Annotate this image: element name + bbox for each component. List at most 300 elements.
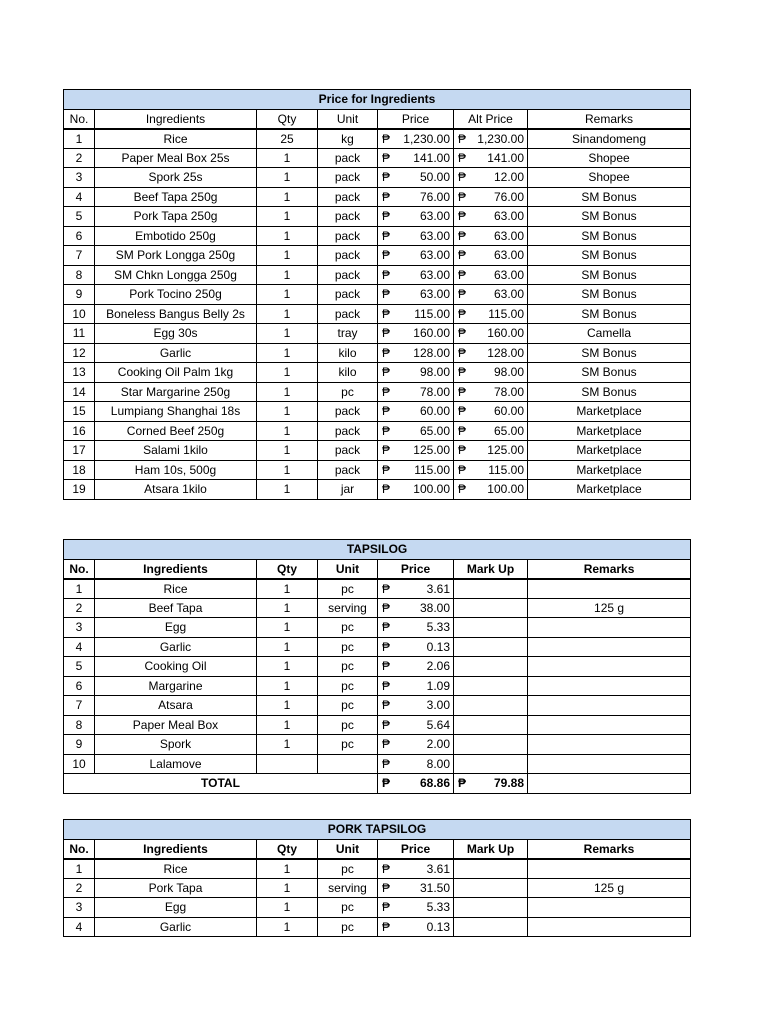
unit-cell: pc (318, 715, 378, 735)
ingredient-name-cell: Rice (95, 129, 257, 149)
price-cell (378, 226, 454, 246)
remarks-cell: Marketplace (528, 460, 691, 480)
peso-sign: ₱ (382, 131, 391, 146)
table-row (64, 859, 691, 879)
peso-sign: ₱ (458, 345, 467, 360)
amount: 115.00 (488, 462, 524, 477)
peso-sign: ₱ (382, 365, 391, 380)
ingredient-name-cell: Egg 30s (95, 324, 257, 344)
table-row (64, 246, 691, 266)
qty-cell: 1 (257, 735, 318, 755)
price-cell (378, 735, 454, 755)
amount: 63.00 (493, 287, 524, 302)
qty-cell: 1 (257, 363, 318, 383)
price-cell (454, 148, 528, 168)
alt-price-cell (454, 598, 528, 618)
peso-sign: ₱ (458, 482, 467, 497)
row-number-cell: 2 (64, 878, 95, 898)
alt-price-cell (454, 715, 528, 735)
qty-cell: 1 (257, 676, 318, 696)
qty-cell: 1 (257, 715, 318, 735)
price-cell (454, 207, 528, 227)
ingredient-name-cell: Margarine (95, 676, 257, 696)
amount: 65.00 (419, 423, 450, 438)
ingredients-price-table (63, 89, 691, 500)
ingredient-name-cell: SM Pork Longga 250g (95, 246, 257, 266)
column-header: Price (378, 559, 454, 579)
row-number-cell: 11 (64, 324, 95, 344)
price-cell (378, 754, 454, 774)
price-cell (378, 618, 454, 638)
qty-cell: 1 (257, 657, 318, 677)
remarks-cell (528, 579, 691, 599)
peso-sign: ₱ (458, 776, 467, 791)
peso-sign: ₱ (458, 228, 467, 243)
ingredient-name-cell: Ham 10s, 500g (95, 460, 257, 480)
unit-cell: pack (318, 265, 378, 285)
amount: 12.00 (493, 170, 524, 185)
remarks-cell: Camella (528, 324, 691, 344)
table-row (64, 421, 691, 441)
peso-sign: ₱ (382, 248, 391, 263)
remarks-cell (528, 715, 691, 735)
alt-price-cell (454, 878, 528, 898)
price-cell (378, 637, 454, 657)
price-cell (378, 304, 454, 324)
qty-cell: 1 (257, 324, 318, 344)
alt-price-cell (454, 618, 528, 638)
peso-sign: ₱ (382, 737, 391, 752)
ingredient-name-cell: Garlic (95, 917, 257, 937)
column-header: No. (64, 109, 95, 129)
remarks-cell (528, 696, 691, 716)
peso-sign: ₱ (382, 443, 391, 458)
ingredient-name-cell: Corned Beef 250g (95, 421, 257, 441)
qty-cell: 1 (257, 618, 318, 638)
qty-cell: 1 (257, 859, 318, 879)
price-cell (378, 363, 454, 383)
peso-sign: ₱ (382, 678, 391, 693)
amount: 5.64 (426, 717, 450, 732)
remarks-cell: Shopee (528, 168, 691, 188)
ingredient-name-cell: Paper Meal Box (95, 715, 257, 735)
qty-cell: 1 (257, 480, 318, 500)
peso-sign: ₱ (458, 404, 467, 419)
ingredient-name-cell: Spork (95, 735, 257, 755)
amount: 63.00 (419, 209, 450, 224)
row-number-cell: 5 (64, 207, 95, 227)
table-row (64, 324, 691, 344)
alt-price-cell (454, 696, 528, 716)
qty-cell: 1 (257, 168, 318, 188)
amount: 3.61 (426, 861, 450, 876)
peso-sign: ₱ (458, 287, 467, 302)
amount: 115.00 (488, 306, 524, 321)
amount: 76.00 (493, 189, 524, 204)
unit-cell: tray (318, 324, 378, 344)
row-number-cell: 3 (64, 168, 95, 188)
peso-sign: ₱ (458, 189, 467, 204)
unit-cell: pack (318, 187, 378, 207)
amount: 60.00 (419, 404, 450, 419)
ingredient-name-cell: Egg (95, 898, 257, 918)
unit-cell: pack (318, 148, 378, 168)
price-cell (454, 382, 528, 402)
amount: 1,230.00 (403, 131, 450, 146)
table-row (64, 579, 691, 599)
alt-price-cell (454, 676, 528, 696)
amount: 100.00 (487, 482, 524, 497)
price-cell (454, 460, 528, 480)
ingredient-name-cell: Beef Tapa (95, 598, 257, 618)
price-cell (378, 421, 454, 441)
qty-cell: 1 (257, 637, 318, 657)
remarks-cell: Shopee (528, 148, 691, 168)
column-header: Ingredients (95, 839, 257, 859)
amount: 78.00 (419, 384, 450, 399)
amount: 3.61 (426, 581, 450, 596)
alt-price-cell (454, 579, 528, 599)
table-row (64, 878, 691, 898)
price-cell (454, 168, 528, 188)
amount: 115.00 (414, 306, 450, 321)
peso-sign: ₱ (382, 306, 391, 321)
qty-cell: 1 (257, 304, 318, 324)
ingredient-name-cell: Egg (95, 618, 257, 638)
amount: 3.00 (426, 698, 450, 713)
row-number-cell: 9 (64, 735, 95, 755)
peso-sign: ₱ (382, 287, 391, 302)
table-row (64, 402, 691, 422)
row-number-cell: 1 (64, 129, 95, 149)
table-row (64, 637, 691, 657)
column-header: Unit (318, 559, 378, 579)
qty-cell: 1 (257, 148, 318, 168)
remarks-cell: SM Bonus (528, 285, 691, 305)
table-row (64, 343, 691, 363)
qty-cell: 1 (257, 441, 318, 461)
amount: 63.00 (493, 248, 524, 263)
peso-sign: ₱ (382, 659, 391, 674)
total-row (64, 774, 691, 794)
remarks-cell: Marketplace (528, 480, 691, 500)
peso-sign: ₱ (382, 919, 391, 934)
amount: 125.00 (413, 443, 450, 458)
row-number-cell: 4 (64, 637, 95, 657)
price-cell (378, 579, 454, 599)
price-cell (378, 859, 454, 879)
unit-cell: pack (318, 304, 378, 324)
qty-cell: 1 (257, 382, 318, 402)
row-number-cell: 14 (64, 382, 95, 402)
ingredient-name-cell: Garlic (95, 343, 257, 363)
amount: 0.13 (426, 639, 450, 654)
price-cell (454, 324, 528, 344)
peso-sign: ₱ (382, 717, 391, 732)
ingredient-name-cell: Lumpiang Shanghai 18s (95, 402, 257, 422)
amount: 65.00 (493, 423, 524, 438)
ingredient-name-cell: Garlic (95, 637, 257, 657)
peso-sign: ₱ (382, 267, 391, 282)
unit-cell: kg (318, 129, 378, 149)
amount: 128.00 (413, 345, 450, 360)
remarks-cell: Marketplace (528, 402, 691, 422)
peso-sign: ₱ (458, 267, 467, 282)
ingredient-name-cell: Atsara 1kilo (95, 480, 257, 500)
column-header: Remarks (528, 839, 691, 859)
unit-cell: pc (318, 696, 378, 716)
peso-sign: ₱ (458, 248, 467, 263)
peso-sign: ₱ (458, 384, 467, 399)
amount: 100.00 (413, 482, 450, 497)
table-row (64, 715, 691, 735)
ingredient-name-cell: Pork Tapa (95, 878, 257, 898)
column-header: Qty (257, 109, 318, 129)
row-number-cell: 8 (64, 715, 95, 735)
table-row (64, 676, 691, 696)
remarks-cell (528, 735, 691, 755)
table-row (64, 187, 691, 207)
qty-cell: 1 (257, 187, 318, 207)
table-row (64, 265, 691, 285)
unit-cell: pack (318, 207, 378, 227)
row-number-cell: 6 (64, 676, 95, 696)
ingredient-name-cell: Paper Meal Box 25s (95, 148, 257, 168)
ingredient-name-cell: SM Chkn Longga 250g (95, 265, 257, 285)
row-number-cell: 4 (64, 917, 95, 937)
peso-sign: ₱ (382, 228, 391, 243)
unit-cell: pc (318, 917, 378, 937)
column-header: Qty (257, 559, 318, 579)
price-cell (454, 246, 528, 266)
column-header: Unit (318, 109, 378, 129)
column-header: Price (378, 109, 454, 129)
table-row (64, 168, 691, 188)
amount: 115.00 (414, 462, 450, 477)
column-header: Unit (318, 839, 378, 859)
ingredient-name-cell: Pork Tocino 250g (95, 285, 257, 305)
row-number-cell: 2 (64, 148, 95, 168)
column-header: Ingredients (95, 109, 257, 129)
unit-cell: pc (318, 657, 378, 677)
amount: 38.00 (419, 600, 450, 615)
unit-cell: serving (318, 598, 378, 618)
row-number-cell: 19 (64, 480, 95, 500)
price-cell (378, 878, 454, 898)
alt-price-cell (454, 754, 528, 774)
table-row (64, 917, 691, 937)
remarks-cell (528, 774, 691, 794)
amount: 63.00 (493, 228, 524, 243)
peso-sign: ₱ (382, 639, 391, 654)
qty-cell: 1 (257, 207, 318, 227)
unit-cell: pack (318, 168, 378, 188)
peso-sign: ₱ (382, 423, 391, 438)
amount: 141.00 (413, 150, 450, 165)
peso-sign: ₱ (458, 462, 467, 477)
table-row (64, 735, 691, 755)
ingredient-name-cell: Beef Tapa 250g (95, 187, 257, 207)
remarks-cell (528, 618, 691, 638)
row-number-cell: 13 (64, 363, 95, 383)
unit-cell: pc (318, 859, 378, 879)
row-number-cell: 7 (64, 246, 95, 266)
qty-cell: 1 (257, 579, 318, 599)
amount: 5.33 (426, 900, 450, 915)
ingredient-name-cell: Salami 1kilo (95, 441, 257, 461)
tapsilog-table (63, 539, 691, 794)
price-cell (378, 774, 454, 794)
peso-sign: ₱ (382, 209, 391, 224)
amount: 78.00 (493, 384, 524, 399)
price-cell (378, 441, 454, 461)
price-cell (378, 696, 454, 716)
ingredient-name-cell: Cooking Oil (95, 657, 257, 677)
amount: 5.33 (426, 620, 450, 635)
remarks-cell: SM Bonus (528, 382, 691, 402)
amount: 98.00 (493, 365, 524, 380)
remarks-cell (528, 898, 691, 918)
alt-price-cell (454, 735, 528, 755)
table-row (64, 898, 691, 918)
price-cell (378, 324, 454, 344)
column-header: Qty (257, 839, 318, 859)
amount: 125.00 (487, 443, 524, 458)
qty-cell: 1 (257, 898, 318, 918)
qty-cell: 1 (257, 343, 318, 363)
amount: 76.00 (419, 189, 450, 204)
qty-cell: 1 (257, 246, 318, 266)
table-title: Price for Ingredients (64, 90, 691, 110)
price-cell (378, 129, 454, 149)
amount: 1,230.00 (477, 131, 524, 146)
unit-cell: kilo (318, 363, 378, 383)
price-cell (378, 480, 454, 500)
amount: 2.00 (426, 737, 450, 752)
column-header: Mark Up (454, 839, 528, 859)
remarks-cell: SM Bonus (528, 304, 691, 324)
peso-sign: ₱ (382, 170, 391, 185)
row-number-cell: 4 (64, 187, 95, 207)
amount: 160.00 (413, 326, 450, 341)
price-cell (454, 226, 528, 246)
price-cell (378, 285, 454, 305)
row-number-cell: 15 (64, 402, 95, 422)
remarks-cell: SM Bonus (528, 187, 691, 207)
row-number-cell: 10 (64, 304, 95, 324)
price-cell (378, 187, 454, 207)
peso-sign: ₱ (458, 423, 467, 438)
peso-sign: ₱ (382, 861, 391, 876)
unit-cell: pc (318, 618, 378, 638)
price-cell (378, 207, 454, 227)
header-row (64, 109, 691, 129)
amount: 2.06 (426, 659, 450, 674)
remarks-cell (528, 917, 691, 937)
peso-sign: ₱ (382, 880, 391, 895)
price-cell (454, 187, 528, 207)
column-header: Ingredients (95, 559, 257, 579)
unit-cell: jar (318, 480, 378, 500)
column-header: Price (378, 839, 454, 859)
amount: 50.00 (419, 170, 450, 185)
remarks-cell (528, 657, 691, 677)
price-cell (378, 343, 454, 363)
price-cell (378, 917, 454, 937)
price-cell (454, 363, 528, 383)
unit-cell: serving (318, 878, 378, 898)
table-title: TAPSILOG (64, 540, 691, 560)
qty-cell: 1 (257, 917, 318, 937)
unit-cell: pc (318, 579, 378, 599)
peso-sign: ₱ (458, 306, 467, 321)
unit-cell: pc (318, 735, 378, 755)
price-cell (378, 657, 454, 677)
qty-cell: 1 (257, 696, 318, 716)
table-row (64, 480, 691, 500)
amount: 8.00 (426, 756, 450, 771)
peso-sign: ₱ (382, 189, 391, 204)
qty-cell: 1 (257, 460, 318, 480)
amount: 31.50 (419, 880, 450, 895)
table-row (64, 304, 691, 324)
remarks-cell: SM Bonus (528, 207, 691, 227)
remarks-cell (528, 637, 691, 657)
unit-cell: pc (318, 676, 378, 696)
peso-sign: ₱ (458, 326, 467, 341)
price-cell (454, 441, 528, 461)
alt-price-cell (454, 917, 528, 937)
price-cell (454, 304, 528, 324)
unit-cell: pc (318, 637, 378, 657)
qty-cell: 1 (257, 421, 318, 441)
price-cell (378, 246, 454, 266)
amount: 79.88 (493, 776, 524, 791)
row-number-cell: 12 (64, 343, 95, 363)
amount: 63.00 (419, 267, 450, 282)
table-row (64, 696, 691, 716)
table-title: PORK TAPSILOG (64, 820, 691, 840)
column-header: Remarks (528, 559, 691, 579)
alt-price-cell (454, 657, 528, 677)
table-row (64, 382, 691, 402)
column-header: Alt Price (454, 109, 528, 129)
price-cell (378, 460, 454, 480)
amount: 128.00 (487, 345, 524, 360)
qty-cell: 25 (257, 129, 318, 149)
remarks-cell (528, 676, 691, 696)
peso-sign: ₱ (382, 384, 391, 399)
row-number-cell: 18 (64, 460, 95, 480)
unit-cell: pack (318, 246, 378, 266)
qty-cell (257, 754, 318, 774)
amount: 160.00 (487, 326, 524, 341)
amount: 63.00 (493, 267, 524, 282)
pork-tapsilog-table (63, 819, 691, 937)
ingredient-name-cell: Cooking Oil Palm 1kg (95, 363, 257, 383)
remarks-cell: SM Bonus (528, 226, 691, 246)
price-cell (378, 265, 454, 285)
amount: 63.00 (419, 248, 450, 263)
qty-cell: 1 (257, 285, 318, 305)
row-number-cell: 10 (64, 754, 95, 774)
remarks-cell: SM Bonus (528, 343, 691, 363)
row-number-cell: 1 (64, 579, 95, 599)
amount: 60.00 (493, 404, 524, 419)
ingredient-name-cell: Embotido 250g (95, 226, 257, 246)
table-row (64, 657, 691, 677)
peso-sign: ₱ (382, 900, 391, 915)
